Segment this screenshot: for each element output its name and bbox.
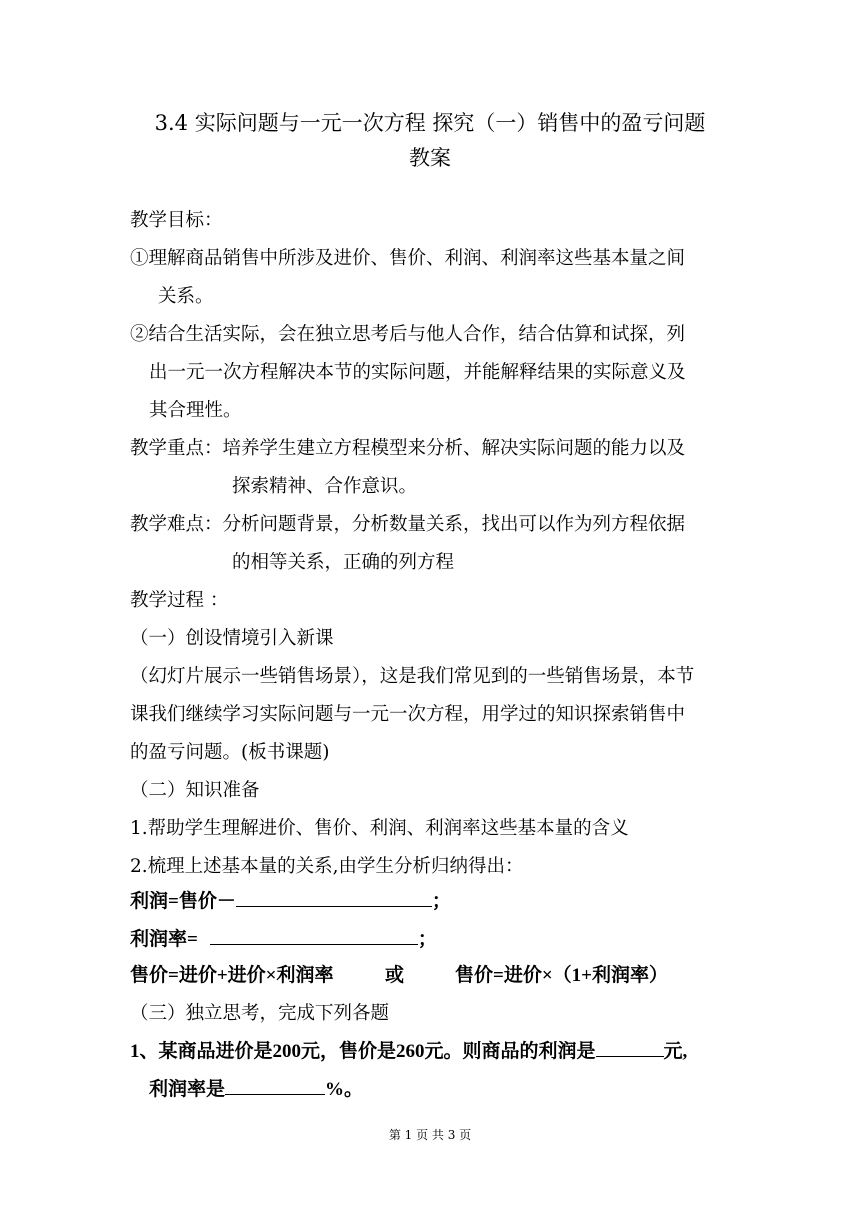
section-3-heading: （三）独立思考，完成下列各题 <box>130 1003 390 1024</box>
question-1-profit-blank <box>596 1036 664 1057</box>
formula-or: 或 <box>385 965 405 986</box>
section-2-item-2: 2.梳理上述基本量的关系,由学生分析归纳得出： <box>130 856 524 877</box>
formula-profit-blank <box>236 886 432 907</box>
formula-profit-rate-suffix: ； <box>417 929 437 950</box>
formula-profit-rate <box>130 922 437 958</box>
formula-profit-rate-prefix: 利润率= <box>130 929 198 950</box>
formula-profit-prefix: 利润=售价－ <box>130 891 236 912</box>
section-2-heading: （二）知识准备 <box>130 780 260 801</box>
goal-2-line-2: 出一元一次方程解决本节的实际问题，并能解释结果的实际意义及 <box>149 362 686 383</box>
section-1-line-2: 课我们继续学习实际问题与一元一次方程，用学过的知识探索销售中 <box>130 704 686 725</box>
section-1-line-3: 的盈亏问题。(板书课题) <box>130 742 330 763</box>
formula-price-right: 售价=进价×（1+利润率） <box>455 965 668 986</box>
goal-2-line-3: 其合理性。 <box>149 400 242 421</box>
question-1-rate-prefix: 利润率是 <box>149 1079 226 1100</box>
goals-heading: 教学目标： <box>130 210 223 231</box>
question-1-prefix: 1、某商品进价是200元，售价是260元。则商品的利润是 <box>130 1041 596 1062</box>
formula-price-left: 售价=进价+进价×利润率 <box>130 965 334 986</box>
process-heading: 教学过程 ： <box>130 590 229 611</box>
section-2-item-1: 1.帮助学生理解进价、售价、利润、利润率这些基本量的含义 <box>130 818 629 839</box>
difficulties-line-1: 教学难点：分析问题背景，分析数量关系，找出可以作为列方程依据 <box>130 514 686 535</box>
question-1-line-2 <box>149 1072 363 1108</box>
formula-profit-rate-blank <box>210 924 418 945</box>
section-1-line-1: （幻灯片展示一些销售场景），这是我们常见到的一些销售场景，本节 <box>130 666 695 687</box>
goal-1-line-2: 关系。 <box>158 286 214 307</box>
question-1-line-1 <box>130 1034 687 1070</box>
formula-profit-suffix: ； <box>431 891 451 912</box>
question-1-suffix: 元, <box>663 1041 688 1062</box>
key-points-line-2: 探索精神、合作意识。 <box>232 476 418 497</box>
key-points-line-1: 教学重点：培养学生建立方程模型来分析、解决实际问题的能力以及 <box>130 438 686 459</box>
difficulties-line-2: 的相等关系，正确的列方程 <box>232 552 455 573</box>
goal-2-line-1: ②结合生活实际，会在独立思考后与他人合作，结合估算和试探，列 <box>130 324 686 345</box>
question-1-rate-blank <box>225 1074 325 1095</box>
goal-1-line-1: ①理解商品销售中所涉及进价、售价、利润、利润率这些基本量之间 <box>130 248 686 269</box>
document-title-line-1: 3.4 实际问题与一元一次方程 探究（一）销售中的盈亏问题 <box>154 111 706 135</box>
section-1-heading: （一）创设情境引入新课 <box>130 628 334 649</box>
question-1-rate-suffix: %。 <box>325 1079 364 1100</box>
document-title-line-2: 教案 <box>409 146 451 170</box>
page-footer: 第 1 页 共 3 页 <box>388 1128 472 1142</box>
formula-profit <box>130 884 451 920</box>
